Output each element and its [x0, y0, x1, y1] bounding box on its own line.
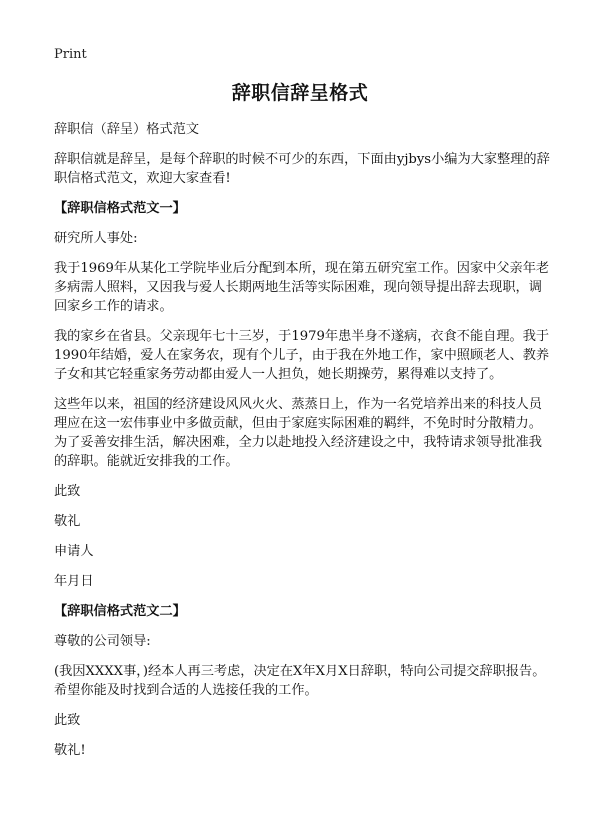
sample2-paragraph-1: (我因XXXX事，)经本人再三考虑，决定在X年X月X日辞职，特向公司提交辞职报告。希望你能及时找到合适的人选接任我的工作。	[54, 664, 546, 698]
document-body	[54, 120, 550, 771]
sample1-date: 年月日	[54, 574, 94, 589]
sample1-closing-2: 敬礼	[54, 514, 81, 529]
intro-paragraph: 辞职信就是辞呈，是每个辞职的时候不可少的东西，下面由yjbys小编为大家整理的辞职信格式范文，欢迎大家查看!	[54, 152, 550, 186]
print-label[interactable]: Print	[54, 47, 87, 62]
sample2-salutation: 尊敬的公司领导:	[54, 634, 151, 649]
sample1-paragraph-2: 我的家乡在省县。父亲现年七十三岁，于1979年患半身不遂病，衣食不能自理。我于1990年结婚，爱人在家务农，现有个儿子，由于我在外地工作，家中照顾老人、教养子女和其它轻重家务劳动都由爱人一人担负，她长期操劳，累得难以支持了。	[54, 329, 550, 382]
sample2-heading: 【辞职信格式范文二】	[54, 604, 186, 619]
sample2-closing-1: 此致	[54, 713, 81, 728]
sample1-closing-1: 此致	[54, 484, 81, 499]
document-subtitle: 辞职信（辞呈）格式范文	[54, 122, 200, 137]
sample1-paragraph-1: 我于1969年从某化工学院毕业后分配到本所，现在第五研究室工作。因家中父亲年老多病需人照料，又因我与爱人长期两地生活等实际困难，现向领导提出辞去现职，调回家乡工作的请求。	[54, 261, 550, 314]
sample1-paragraph-3: 这些年以来，祖国的经济建设风风火火、蒸蒸日上，作为一名党培养出来的科技人员理应在这一宏伟事业中多做贡献，但由于家庭实际困难的羁绊，不免时时分散精力。为了妥善安排生活，解决困难，全力以赴地投入经济建设之中，我特请求领导批准我的辞职。能就近安排我的工作。	[54, 397, 542, 469]
sample1-salutation: 研究所人事处:	[54, 231, 138, 246]
sample1-heading: 【辞职信格式范文一】	[54, 201, 186, 216]
sample2-closing-2: 敬礼!	[54, 743, 86, 758]
sample1-signer: 申请人	[54, 544, 94, 559]
document-title: 辞职信辞呈格式	[231, 82, 369, 104]
